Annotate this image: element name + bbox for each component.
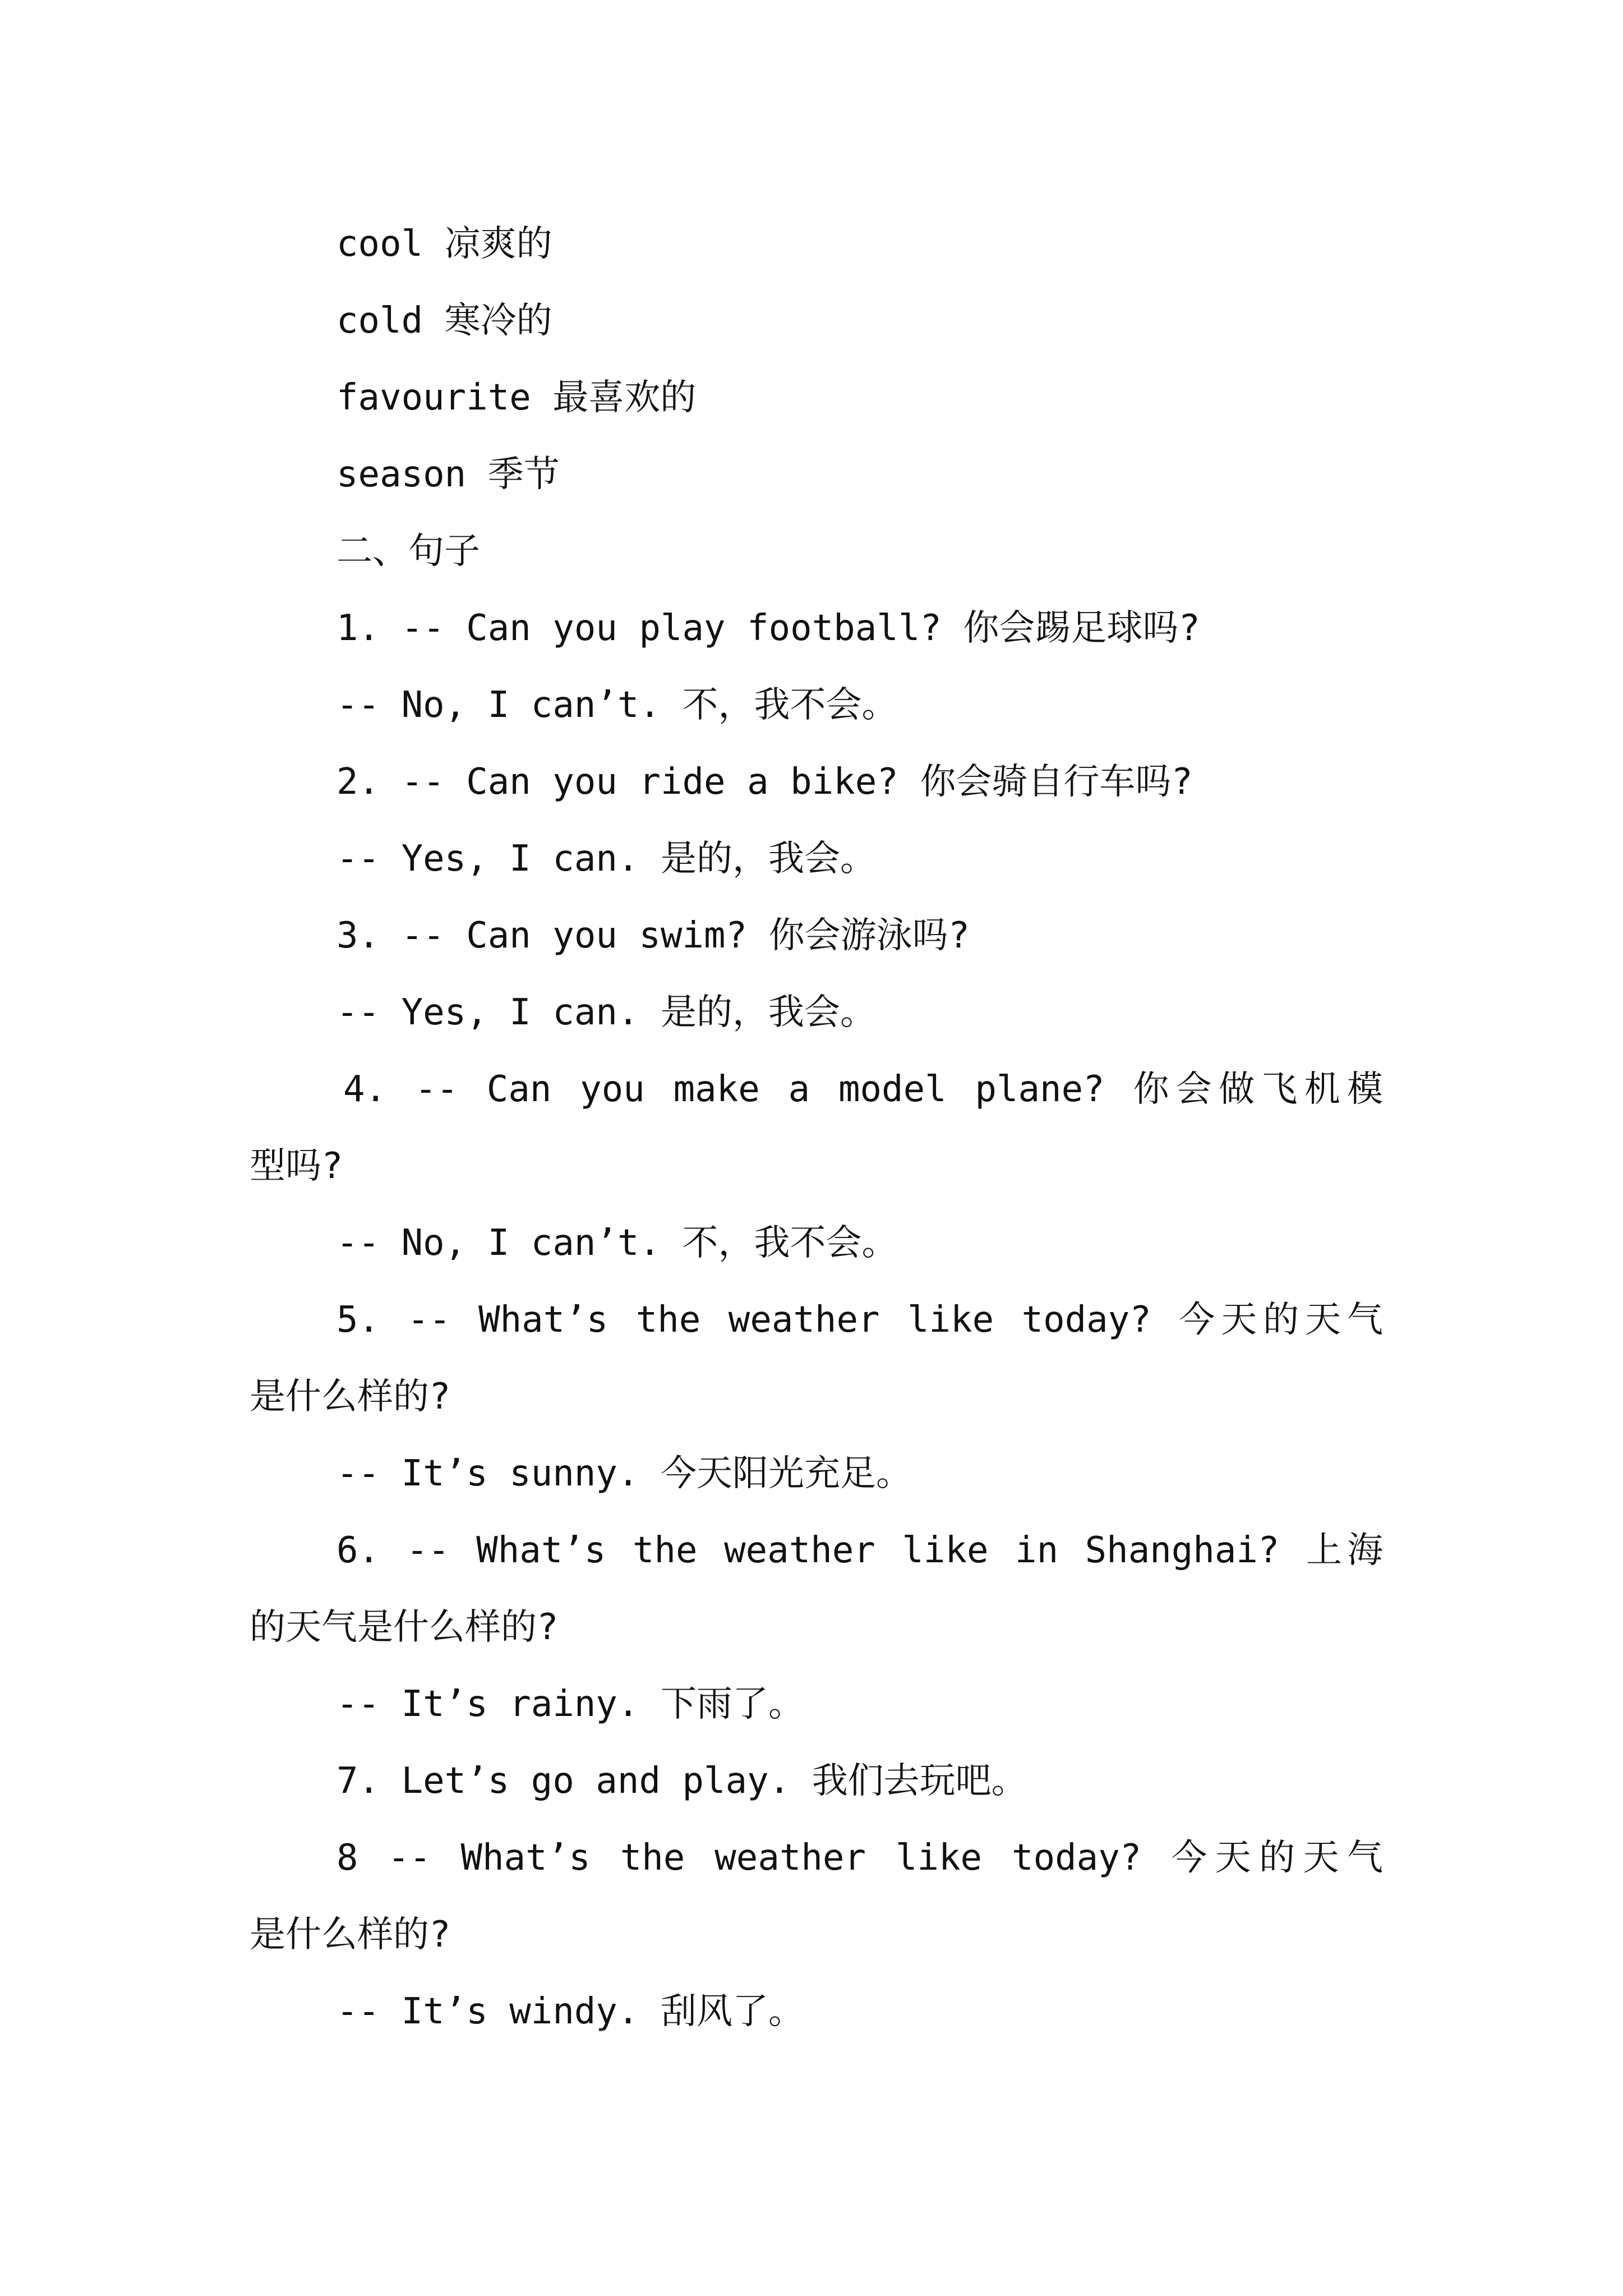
vocab-favourite: favourite 最喜欢的 [336,377,697,418]
sentence-8-question-line1: 8 -- What’s the weather like today? 今天的天气 [336,1837,1383,1879]
vocab-cool: cool 凉爽的 [336,223,552,265]
sentence-6-answer: -- It’s rainy. 下雨了。 [336,1683,804,1725]
sentence-1-answer: -- No, I can’t. 不，我不会。 [336,684,898,726]
sentence-5-question-line2: 是什么样的? [250,1376,451,1418]
sentence-2-answer: -- Yes, I can. 是的，我会。 [336,838,876,880]
sentence-5-answer: -- It’s sunny. 今天阳光充足。 [336,1453,912,1494]
sentence-8-answer: -- It’s windy. 刮风了。 [336,1991,804,2032]
sentence-4-question-line2: 型吗? [250,1145,343,1187]
sentence-2-question: 2. -- Can you ride a bike? 你会骑自行车吗? [336,761,1193,803]
sentence-4-question-line1: 4. -- Can you make a model plane? 你会做飞机模 [343,1069,1383,1110]
sentence-1-question: 1. -- Can you play football? 你会踢足球吗? [336,608,1200,649]
sentence-4-answer: -- No, I can’t. 不，我不会。 [336,1222,898,1264]
sentence-5-question-line1: 5. -- What’s the weather like today? 今天的天气 [336,1299,1383,1341]
sentence-8-question-line2: 是什么样的? [250,1914,451,1955]
sentence-6-question-line1: 6. -- What’s the weather like in Shanghai? 上海 [336,1530,1383,1571]
vocab-season: season 季节 [336,454,560,495]
sentence-6-question-line2: 的天气是什么样的? [250,1607,559,1648]
sentence-7: 7. Let’s go and play. 我们去玩吧。 [336,1760,1027,1802]
sentence-3-answer: -- Yes, I can. 是的，我会。 [336,992,876,1033]
section-heading: 二、句子 [336,531,480,572]
sentence-3-question: 3. -- Can you swim? 你会游泳吗? [336,915,970,956]
vocab-cold: cold 寒冷的 [336,300,552,342]
